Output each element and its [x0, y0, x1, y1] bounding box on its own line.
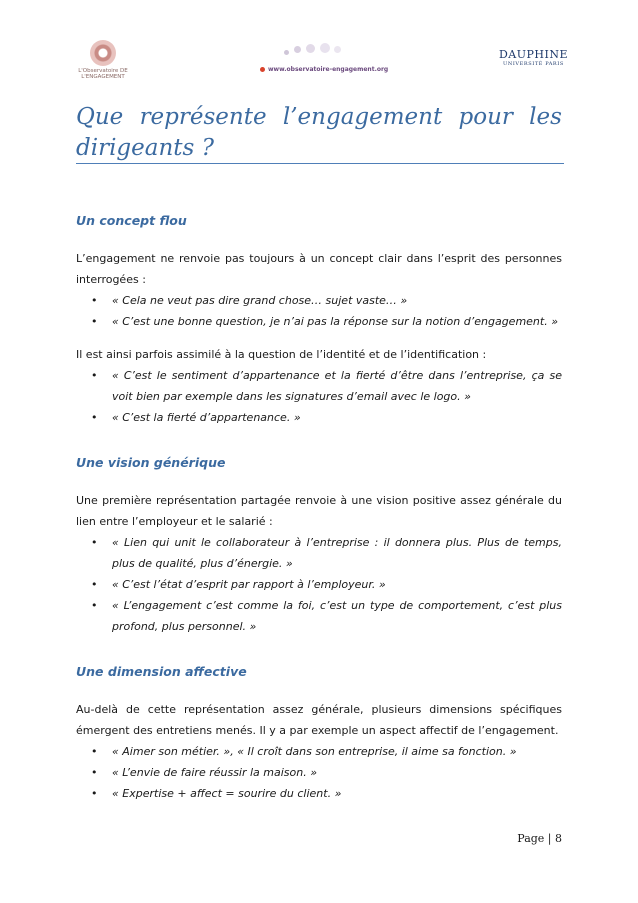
dots-graphic — [280, 42, 350, 60]
bullet-list — [76, 741, 562, 804]
paragraph: L’engagement ne renvoie pas toujours à un concept clair dans l’esprit des personnes interrogées : — [76, 252, 562, 286]
section-dimension-affective — [76, 663, 562, 804]
paragraph: Une première représentation partagée renvoie à une vision positive assez générale du lien entre l’employeur et le salarié : — [76, 494, 562, 528]
section-heading: Un concept flou — [76, 213, 187, 228]
red-dot-icon — [260, 67, 265, 72]
dauphine-logo — [499, 48, 568, 67]
observatoire-web-logo — [258, 42, 389, 82]
list-item: • « C’est une bonne question, je n’ai pas la réponse sur la notion d’engagement. » — [76, 311, 562, 332]
bullet-list — [76, 532, 562, 637]
title-rule — [76, 163, 564, 164]
document-body — [76, 212, 562, 804]
paragraph: Au-delà de cette représentation assez générale, plusieurs dimensions spécifiques émergent des entretiens menés. Il y a par exemple un aspect affectif de l’engagement. — [76, 703, 562, 737]
list-item: • « Aimer son métier. », « Il croît dans son entreprise, il aime sa fonction. » — [76, 741, 562, 762]
observatoire-logo — [78, 40, 128, 80]
page-title — [76, 102, 562, 164]
bullet-list — [76, 365, 562, 428]
observatoire-logo-text: L'Observatoire DE L'ENGAGEMENT — [78, 68, 128, 80]
paragraph: Il est ainsi parfois assimilé à la question de l’identité et de l’identification : — [76, 348, 487, 361]
page-number: Page | 8 — [517, 832, 562, 845]
section-vision-generique — [76, 454, 562, 637]
header-logos — [70, 40, 570, 90]
section-heading: Une dimension affective — [76, 664, 247, 679]
title-line-1: Que représente l’engagement pour les — [76, 104, 562, 130]
dauphine-logo-sub: UNIVERSITÉ PARIS — [503, 61, 564, 67]
list-item: • « C’est le sentiment d’appartenance et la fierté d’être dans l’entreprise, ça se voit bien par exemple dans les signatures d’email avec le logo. » — [76, 365, 562, 407]
title-line-2: dirigeants ? — [76, 135, 214, 161]
section-heading: Une vision générique — [76, 455, 226, 470]
bullet-list — [76, 290, 562, 332]
section-concept-flou — [76, 212, 562, 428]
dauphine-logo-name: DAUPHINE — [498, 48, 568, 61]
list-item: • « Expertise + affect = sourire du client. » — [76, 783, 562, 804]
list-item: • « C’est l’état d’esprit par rapport à l’employeur. » — [76, 574, 562, 595]
list-item: • « Lien qui unit le collaborateur à l’entreprise : il donnera plus. Plus de temps, plus de qualité, plus d’énergie. » — [76, 532, 562, 574]
observatoire-logo-mark — [90, 40, 116, 66]
list-item: • « L’engagement c’est comme la foi, c’est un type de comportement, c’est plus profond, plus personnel. » — [76, 595, 562, 637]
list-item: • « Cela ne veut pas dire grand chose… sujet vaste… » — [76, 290, 562, 311]
list-item: • « L’envie de faire réussir la maison. » — [76, 762, 562, 783]
website-url: www.observatoire-engagement.org — [260, 66, 388, 73]
list-item: • « C’est la fierté d’appartenance. » — [76, 407, 562, 428]
